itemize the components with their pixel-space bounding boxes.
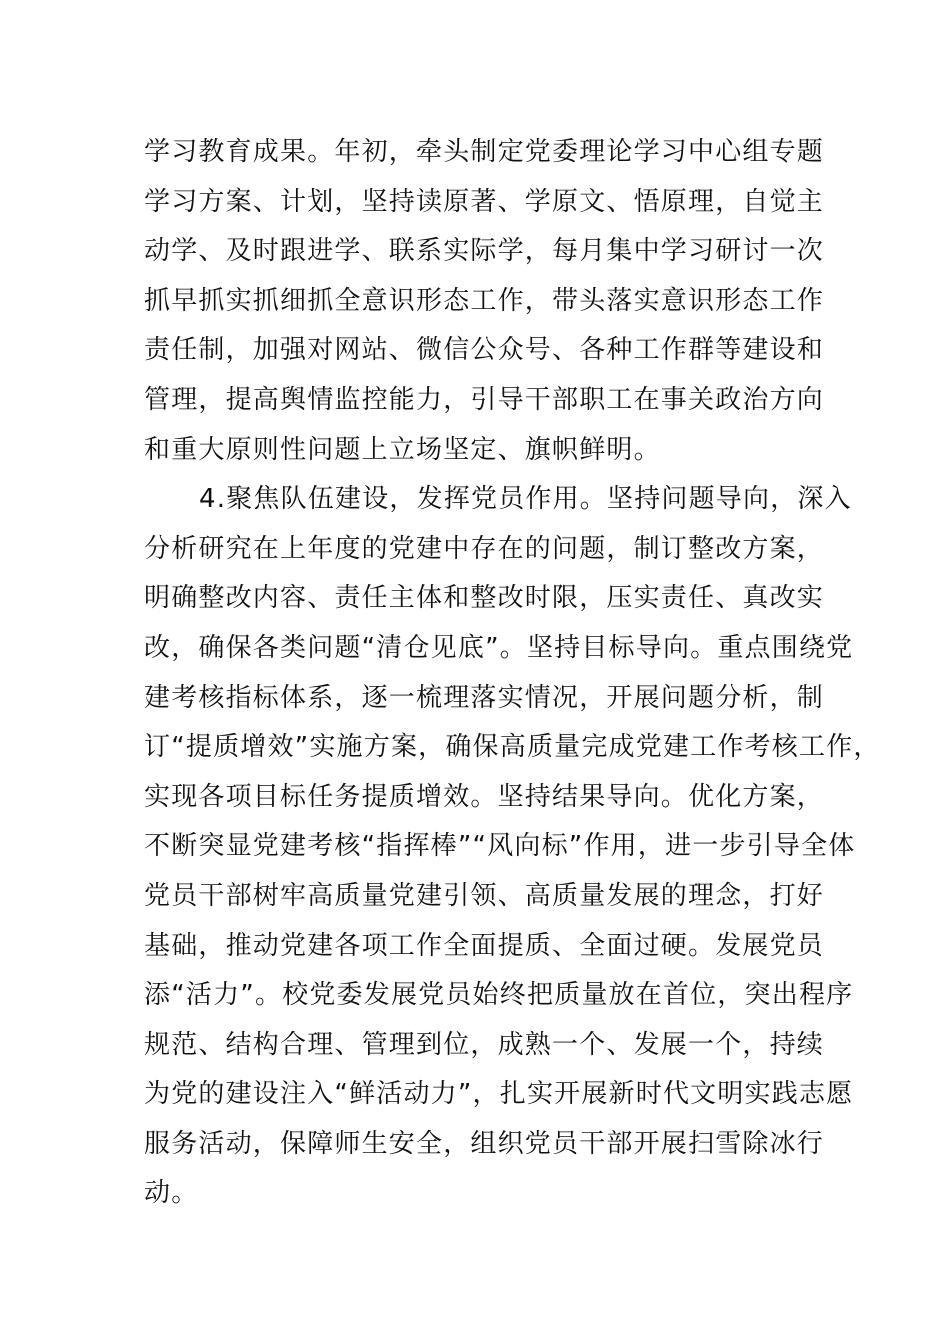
text-line: 学习方案、计划，坚持读原著、学原文、悟原理，自觉主 <box>144 186 825 217</box>
text-line: 基础，推动党建各项工作全面提质、全面过硬。发展党员 <box>144 930 825 961</box>
text-line: 和重大原则性问题上立场坚定、旗帜鲜明。 <box>144 434 661 465</box>
text-line: 改，确保各类问题“清仓见底”。坚持目标导向。重点围绕党 <box>144 632 854 663</box>
text-line: 订“提质增效”实施方案，确保高质量完成党建工作考核工作， <box>144 732 881 763</box>
text-line: 党员干部树牢高质量党建引领、高质量发展的理念，打好 <box>144 880 825 911</box>
text-line: 实现各项目标任务提质增效。坚持结果导向。优化方案， <box>144 781 825 812</box>
document-body <box>144 128 881 1219</box>
text-line: 管理，提高舆情监控能力，引导干部职工在事关政治方向 <box>144 384 825 415</box>
text-line: 抓早抓实抓细抓全意识形态工作，带头落实意识形态工作 <box>144 285 825 316</box>
paragraph-heading-line: 4.聚焦队伍建设，发挥党员作用。坚持问题导向，深入 <box>199 484 852 515</box>
text-line: 明确整改内容、责任主体和整改时限，压实责任、真改实 <box>144 583 825 614</box>
text-line: 不断突显党建考核“指挥棒”“风向标”作用，进一步引导全体 <box>144 831 856 862</box>
text-line: 学习教育成果。年初，牵头制定党委理论学习中心组专题 <box>144 137 825 167</box>
text-line: 动学、及时跟进学、联系实际学，每月集中学习研讨一次 <box>144 236 825 267</box>
text-line: 规范、结构合理、管理到位，成熟一个、发展一个，持续 <box>144 1029 825 1060</box>
text-line: 责任制，加强对网站、微信公众号、各种工作群等建设和 <box>144 335 825 366</box>
text-line: 服务活动，保障师生安全，组织党员干部开展扫雪除冰行 <box>144 1128 825 1159</box>
text-line: 动。 <box>144 1178 199 1209</box>
text-line: 建考核指标体系，逐一梳理落实情况，开展问题分析，制 <box>144 682 825 713</box>
text-line: 添“活力”。校党委发展党员始终把质量放在首位，突出程序 <box>144 980 854 1011</box>
text-line: 为党的建设注入“鲜活动力”，扎实开展新时代文明实践志愿 <box>144 1079 854 1110</box>
text-line: 分析研究在上年度的党建中存在的问题，制订整改方案， <box>144 533 825 564</box>
